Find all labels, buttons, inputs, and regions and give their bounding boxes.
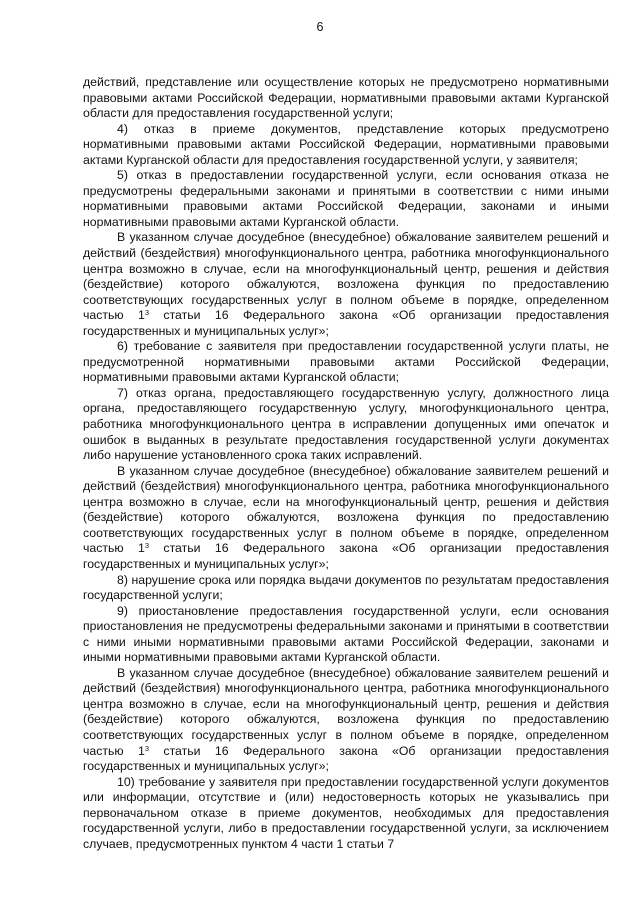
- page-number: 6: [316, 20, 324, 34]
- paragraph: 10) требование у заявителя при предоставлении государственной услуги документов или информации, отсутствие и (или) недостоверность которых не указывались при первоначальном отказе в приеме документов, необходимых для предоставления государственной услуги, либо в предоставлении государственной услуги, за исключением случаев, предусмотренных пунктом 4 части 1 статьи 7: [83, 774, 609, 851]
- paragraph-text: статьи 16 Федерального закона «Об организации предоставления государственных и муниципальных услуг»;: [83, 308, 609, 338]
- paragraph: 7) отказ органа, предоставляющего государственную услугу, должностного лица органа, предоставляющего государственную услугу, многофункционального центра, работника многофункционального центра в исправлении допущенных ими опечаток и ошибок в выданных в результате предоставления государственной услуги документах либо нарушение установленного срока таких исправлений.: [83, 385, 609, 463]
- superscript: 3: [144, 308, 150, 318]
- paragraph-text: статьи 16 Федерального закона «Об организации предоставления государственных и муниципальных услуг»;: [83, 743, 609, 774]
- paragraph-text: В указанном случае досудебное (внесудебное) обжалование заявителем решений и действий (бездействия) многофункционального центра, работника многофункционального центра возможно в случае, если на многофункциональный центр, решения и действия (бездействие) которого обжалуются, возложена функция по предоставлению соответствующих государственных услуг в полном объеме в порядке, определенном частью 1: [83, 230, 609, 323]
- paragraph-text: В указанном случае досудебное (внесудебное) обжалование заявителем решений и действий (бездействия) многофункционального центра, работника многофункционального центра возможно в случае, если на многофункциональный центр, решения и действия (бездействие) которого обжалуются, возложена функция по предоставлению соответствующих государственных услуг в полном объеме в порядке, определенном частью 1: [83, 463, 609, 556]
- paragraph: 9) приостановление предоставления государственной услуги, если основания приостановления не предусмотрены федеральными законами и принятыми в соответствии с ними иными нормативными правовыми актами Российской Федерации, законами и иными нормативными правовыми актами Курганской области.: [83, 603, 609, 665]
- paragraph-text: статьи 16 Федерального закона «Об организации предоставления государственных и муниципальных услуг»;: [83, 541, 609, 571]
- paragraph: 5) отказ в предоставлении государственной услуги, если основания отказа не предусмотрены федеральными законами и принятыми в соответствии с ними иными нормативными правовыми актами Российской Федерации, законами и иными нормативными правовыми актами Курганской области.: [83, 168, 609, 229]
- paragraph: 6) требование с заявителя при предоставлении государственной услуги платы, не предусмотренной нормативными правовыми актами Российской Федерации, нормативными правовыми актами Курганской области;: [83, 339, 609, 385]
- paragraph: 8) нарушение срока или порядка выдачи документов по результатам предоставления государственной услуги;: [83, 572, 609, 603]
- document-body: [83, 75, 609, 852]
- paragraph: 4) отказ в приеме документов, представление которых предусмотрено нормативными правовыми актами Российской Федерации, нормативными правовыми актами Курганской области для предоставления государственной услуги, у заявителя;: [83, 121, 609, 167]
- paragraph: [83, 666, 609, 775]
- paragraph: [83, 464, 609, 573]
- paragraph: действий, представление или осуществление которых не предусмотрено нормативными правовыми актами Российской Федерации, нормативными правовыми актами Курганской области для предоставления государственной услуги;: [83, 75, 609, 121]
- paragraph: [83, 230, 609, 339]
- superscript: 3: [144, 743, 150, 753]
- superscript: 3: [144, 541, 150, 551]
- paragraph-text: В указанном случае досудебное (внесудебное) обжалование заявителем решений и действий (бездействия) многофункционального центра, работника многофункционального центра возможно в случае, если на многофункциональный центр, решения и действия (бездействие) которого обжалуются, возложена функция по предоставлению соответствующих государственных услуг в полном объеме в порядке, определенном частью 1: [83, 665, 609, 758]
